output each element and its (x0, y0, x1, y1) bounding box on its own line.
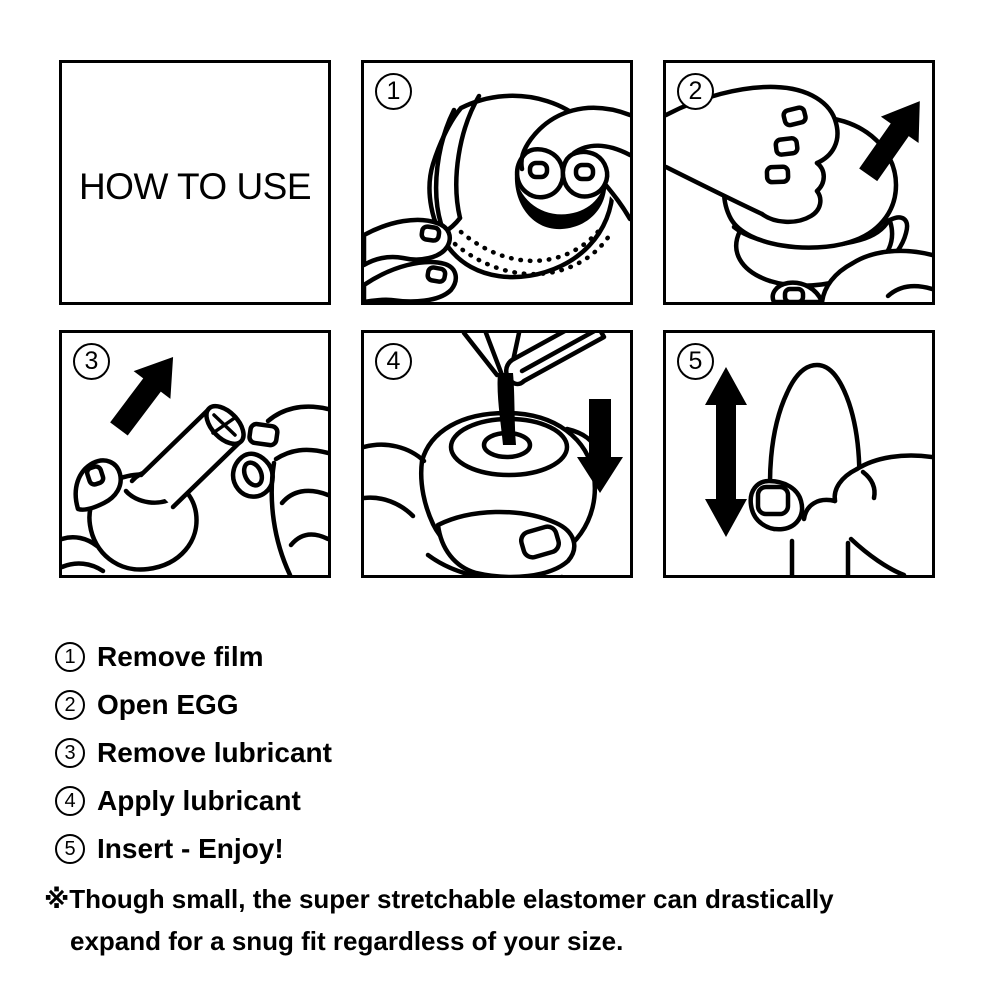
step-4-circle: 4 (55, 786, 85, 816)
step-5-number-badge: 5 (677, 343, 714, 380)
step-1-label: Remove film (97, 641, 264, 672)
up-right-arrow-icon (101, 343, 192, 443)
holding-hand (364, 445, 424, 461)
footnote-line-1: Though small, the super stretchable elastomer can drastically (69, 884, 834, 914)
thumb-nail (758, 487, 788, 514)
panel-grid (59, 60, 935, 578)
step-3-label: Remove lubricant (97, 737, 332, 768)
steps-list (55, 633, 332, 873)
step-2-circle: 2 (55, 690, 85, 720)
step-3-number-badge: 3 (73, 343, 110, 380)
panel-title (59, 60, 331, 305)
panel-step-1 (361, 60, 633, 305)
step-3-circle: 3 (55, 738, 85, 768)
footnote-line-2: expand for a snug fit regardless of your size. (70, 926, 624, 956)
step-item-2 (55, 681, 332, 729)
step-2-number-badge: 2 (677, 73, 714, 110)
step-2-label: Open EGG (97, 689, 239, 720)
step-5-circle: 5 (55, 834, 85, 864)
panel-step-3 (59, 330, 331, 578)
step-item-4 (55, 777, 332, 825)
step-4-number-badge: 4 (375, 343, 412, 380)
step-1-circle: 1 (55, 642, 85, 672)
up-down-arrow-icon (705, 367, 747, 537)
step-1-number-badge: 1 (375, 73, 412, 110)
step-item-3 (55, 729, 332, 777)
step-5-label: Insert - Enjoy! (97, 833, 284, 864)
page-title: HOW TO USE (78, 165, 312, 207)
step-4-label: Apply lubricant (97, 785, 301, 816)
step-item-5 (55, 825, 332, 873)
footnote (44, 879, 974, 962)
panel-step-4 (361, 330, 633, 578)
panel-step-5 (663, 330, 935, 578)
pulling-hand (268, 407, 328, 421)
footnote-marker: ※ (44, 885, 70, 915)
panel-step-2 (663, 60, 935, 305)
step-item-1 (55, 633, 332, 681)
